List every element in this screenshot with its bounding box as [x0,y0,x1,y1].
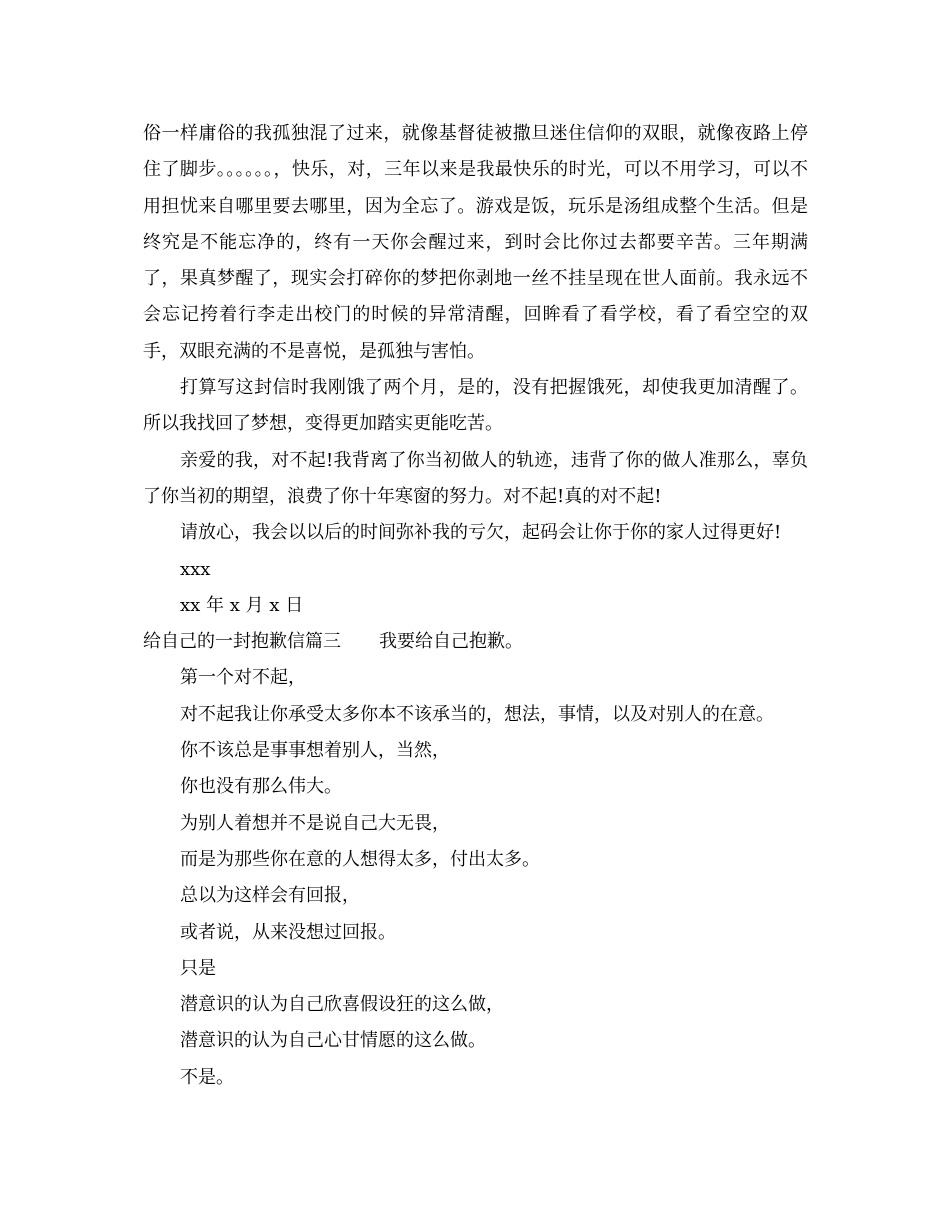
poem-line: 你也没有那么伟大。 [180,776,342,798]
poem-line: 不是。 [180,1066,234,1088]
poem-line: 或者说，从来没想过回报。 [180,921,396,943]
poem-line: 你不该总是事事想着别人，当然， [180,740,450,762]
section-title: 给自己的一封抱歉信篇三 [143,631,341,653]
poem-line: 只是 [180,957,216,979]
poem-line: 第一个对不起， [180,667,306,689]
letter-date: xx 年 x 月 x 日 [180,594,304,616]
poem-line: 为别人着想并不是说自己大无畏， [180,812,450,834]
poem-line: 潜意识的认为自己欣喜假设狂的这么做， [180,994,504,1016]
poem-line: 总以为这样会有回报， [180,885,360,907]
paragraph-promise: 请放心，我会以以后的时间弥补我的亏欠，起码会让你于你的家人过得更好! [180,522,782,544]
poem-line: 对不起我让你承受太多你本不该承当的，想法，事情，以及对别人的在意。 [180,703,774,725]
poem-line: 而是为那些你在意的人想得太多，付出太多。 [180,848,540,870]
signature: xxx [180,558,211,580]
poem-line: 潜意识的认为自己心甘情愿的这么做。 [180,1030,486,1052]
paragraph-continuation: 俗一样庸俗的我孤独混了过来，就像基督徒被撒旦迷住信仰的双眼，就像夜路上停住了脚步。。。。。。，快乐，对，三年以来是我最快乐的时光，可以不用学习，可以不用担忧来自哪里要去哪里，因为全忘了。游戏是饭，玩乐是汤组成整个生活。但是终究是不能忘净的，终有一天你会醒过来，到时会比你过去都要辛苦。三年期满了，果真梦醒了，现实会打碎你的梦把你剥地一丝不挂呈现在世人面前。我永远不会忘记挎着行李走出校门的时候的异常清醒，回眸看了看学校，看了看空空的双手，双眼充满的不是喜悦，是孤独与害怕。 [143,123,808,362]
document-page [143,116,808,1096]
section-heading-row [143,624,808,660]
paragraph-hunger: 打算写这封信时我刚饿了两个月，是的，没有把握饿死，却使我更加清醒了。所以我找回了梦想，变得更加踏实更能吃苦。 [143,377,808,435]
section-intro: 我要给自己抱歉。 [379,631,523,653]
paragraph-apology: 亲爱的我，对不起!我背离了你当初做人的轨迹，违背了你的做人准那么，辜负了你当初的期望，浪费了你十年寒窗的努力。对不起!真的对不起! [143,449,808,507]
